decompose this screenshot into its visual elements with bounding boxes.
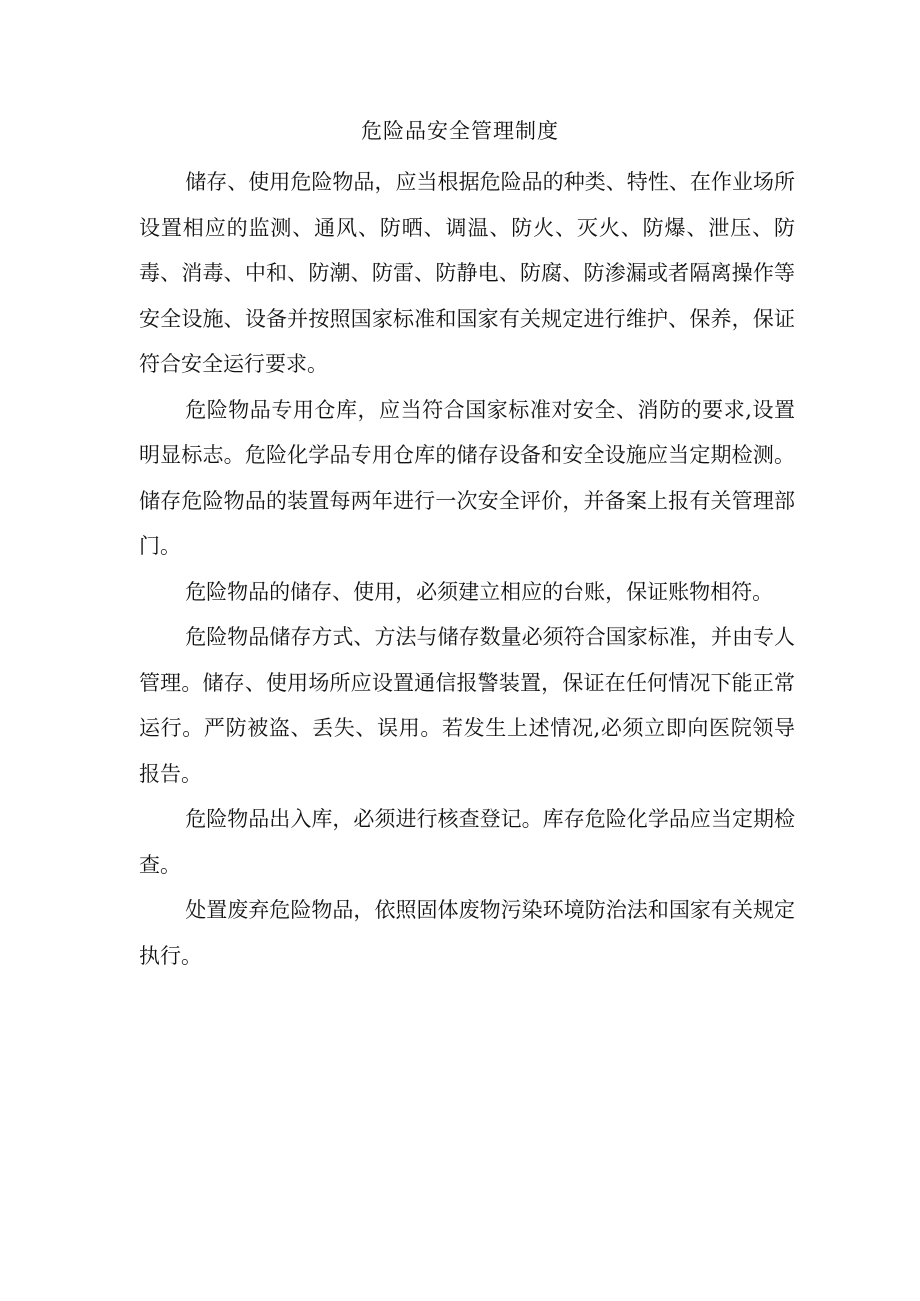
paragraph-ledger: 危险物品的储存、使用，必须建立相应的台账，保证账物相符。 xyxy=(185,579,774,604)
paragraph-disposal: 处置废弃危险物品，依照固体废物污染环境防治法和国家有关规定执行。 xyxy=(139,898,795,968)
paragraph-storage-facilities: 储存、使用危险物品，应当根据危险品的种类、特性、在作业场所设置相应的监测、通风、防晒、调温、防火、灭火、防爆、泄压、防毒、消毒、中和、防潮、防雷、防静电、防腐、防渗漏或者隔离操作等安全设施、设备并按照国家标准和国家有关规定进行维护、保养，保证符合安全运行要求。 xyxy=(139,170,795,376)
document-title: 危险品安全管理制度 xyxy=(361,119,559,143)
paragraph-inventory-check: 危险物品出入库，必须进行核查登记。库存危险化学品应当定期检查。 xyxy=(139,807,795,877)
document-body xyxy=(139,160,795,979)
paragraph-storage-management: 危险物品储存方式、方法与储存数量必须符合国家标准，并由专人管理。储存、使用场所应设置通信报警装置，保证在任何情况下能正常运行。严防被盗、丢失、误用。若发生上述情况,必须立即向医院领导报告。 xyxy=(139,625,795,786)
paragraph-warehouse: 危险物品专用仓库，应当符合国家标准对安全、消防的要求,设置明显标志。危险化学品专用仓库的储存设备和安全设施应当定期检测。储存危险物品的装置每两年进行一次安全评价，并备案上报有关管理部门。 xyxy=(139,397,795,558)
